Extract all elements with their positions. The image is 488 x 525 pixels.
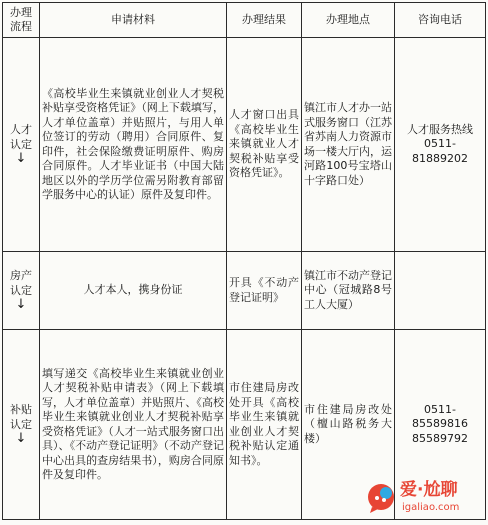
flow-label: 人才 认定 — [10, 123, 32, 151]
table-row — [3, 38, 486, 252]
header-location: 办理地点 — [302, 3, 395, 38]
location-cell: 市住建局房改处（檀山路税务大楼） — [302, 330, 395, 520]
result-cell: 市住建局房改处开具《高校毕业生来镇就业创业人才契税补贴认定通知书》。 — [227, 330, 302, 520]
location-cell: 镇江市不动产登记中心（冠城路8号工人大厦） — [302, 252, 395, 330]
flow-label: 补贴 认定 — [10, 403, 32, 431]
watermark-url: igaliao.com — [402, 502, 460, 513]
flow-cell — [3, 38, 40, 252]
header-flow: 办理 流程 — [3, 3, 40, 38]
flow-label: 房产 认定 — [10, 269, 32, 297]
header-result: 办理结果 — [227, 3, 302, 38]
table-header-row — [3, 3, 486, 38]
materials-cell: 《高校毕业生来镇就业创业人才契税补贴享受资格凭证》（网上下载填写，人才单位盖章）并贴照片，与用人单位签订的劳动（聘用）合同原件、复印件，社会保险缴费证明原件、购房合同原件。人才毕业证书（中国大陆地区以外的学历学位需另附教育部留学服务中心的认证）原件及复印件。 — [40, 38, 227, 252]
phone-cell — [395, 252, 486, 330]
phone-cell: 0511-85589816 85589792 — [395, 330, 486, 520]
watermark-brand: 爱·尬聊 — [400, 480, 458, 500]
result-cell: 开具《不动产登记证明》 — [227, 252, 302, 330]
materials-cell: 人才本人，携身份证 — [40, 252, 227, 330]
materials-cell: 填写递交《高校毕业生来镇就业创业人才契税补贴申请表》（网上下载填写，人才单位盖章）并贴照片、《高校毕业生来镇就业创业人才契税补贴享受资格凭证》（人才一站式服务窗口出具）、《不动产登记证明》（不动产登记中心出具的查房结果书），购房合同原件及复印件。 — [40, 330, 227, 520]
watermark-logo — [364, 479, 482, 519]
arrow-down-icon: ↓ — [15, 151, 27, 166]
location-cell: 镇江市人才办一站式服务窗口（江苏省苏南人力资源市场一楼大厅内，运河路100号宝塔山十字路口处） — [302, 38, 395, 252]
header-materials: 申请材料 — [40, 3, 227, 38]
arrow-down-icon: ↓ — [15, 431, 27, 446]
process-table — [2, 2, 486, 520]
flow-cell — [3, 330, 40, 520]
table-row — [3, 252, 486, 330]
speech-bubble-icon — [364, 481, 398, 515]
flow-cell — [3, 252, 40, 330]
arrow-down-icon: ↓ — [15, 297, 27, 312]
header-phone: 咨询电话 — [395, 3, 486, 38]
result-cell: 人才窗口出具《高校毕业生来镇就业人才契税补贴享受资格凭证》。 — [227, 38, 302, 252]
phone-cell: 人才服务热线0511-81889202 — [395, 38, 486, 252]
